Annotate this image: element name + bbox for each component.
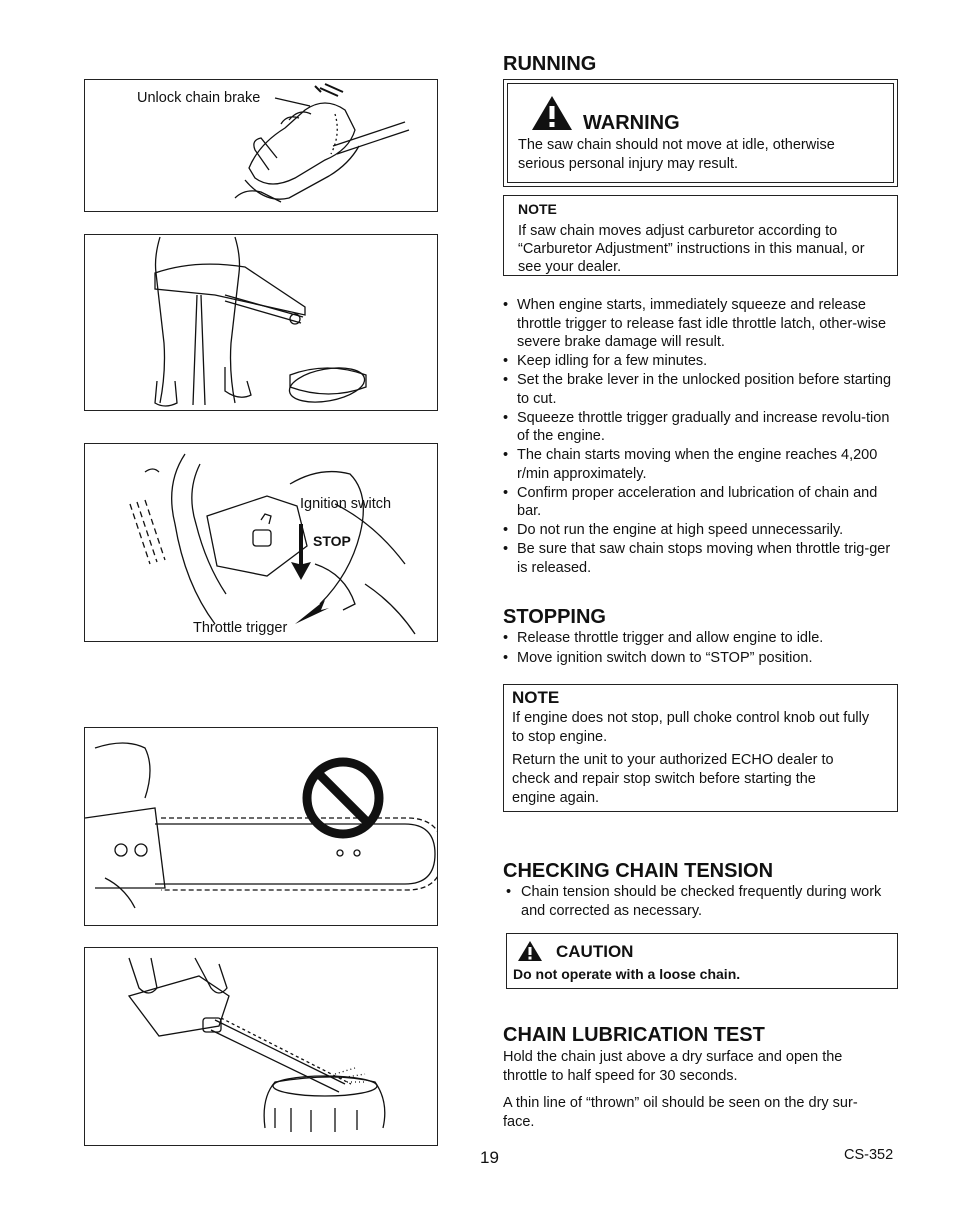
list-item: • Move ignition switch down to “STOP” position. — [503, 649, 898, 668]
list-item: • Chain tension should be checked frequently during work and corrected as necessary. — [506, 883, 886, 920]
model-number: CS-352 — [844, 1147, 894, 1163]
tension-bullet-list — [506, 883, 886, 921]
list-item: • Release throttle trigger and allow engine to idle. — [503, 629, 898, 648]
ignition-switch-illustration — [85, 444, 437, 641]
figure-label-throttle-trigger: Throttle trigger — [193, 620, 288, 636]
stopping-bullet-list — [503, 629, 898, 668]
bar-prohibition-illustration — [85, 728, 437, 925]
lubrication-test-illustration — [85, 948, 437, 1145]
figure-unlock-chain-brake — [84, 79, 438, 212]
lubrication-paragraph-2: A thin line of “thrown” oil should be seen on the dry sur-face. — [503, 1095, 858, 1130]
running-note-box — [503, 195, 898, 276]
list-item: • Be sure that saw chain stops moving when throttle trig-ger is released. — [503, 540, 898, 577]
heading-stopping: STOPPING — [503, 606, 606, 628]
operator-with-chainsaw-illustration — [85, 235, 437, 410]
heading-chain-lubrication-test: CHAIN LUBRICATION TEST — [503, 1024, 765, 1046]
figure-ignition-switch — [84, 443, 438, 642]
caution-title: CAUTION — [556, 942, 634, 961]
stopping-note-p1: If engine does not stop, pull choke control knob out fully to stop engine. — [512, 710, 870, 745]
running-note-title: NOTE — [518, 201, 557, 217]
figure-label-ignition-switch: Ignition switch — [300, 496, 392, 512]
list-item: • Squeeze throttle trigger gradually and increase revolu-tion of the engine. — [503, 409, 898, 446]
caution-text: Do not operate with a loose chain. — [513, 966, 741, 982]
warning-text: The saw chain should not move at idle, otherwise serious personal injury may result. — [518, 137, 835, 172]
list-item: • Do not run the engine at high speed unnecessarily. — [503, 521, 898, 540]
stopping-note-title: NOTE — [512, 688, 560, 707]
lubrication-paragraph-1: Hold the chain just above a dry surface and open the throttle to half speed for 30 seconds. — [503, 1049, 843, 1084]
chainsaw-brake-illustration — [85, 80, 437, 211]
figure-operator-standing — [84, 234, 438, 411]
heading-running: RUNNING — [503, 53, 597, 75]
warning-box — [503, 79, 898, 187]
running-note-text: If saw chain moves adjust carburetor according to “Carburetor Adjustment” instructions in this manual, or see your dealer. — [518, 223, 865, 275]
list-item: • The chain starts moving when the engine reaches 4,200 r/min approximately. — [503, 446, 898, 483]
list-item: • Keep idling for a few minutes. — [503, 352, 898, 371]
figure-label-stop: STOP — [313, 533, 351, 549]
stopping-note-box — [503, 684, 898, 812]
list-item: • Set the brake lever in the unlocked position before starting to cut. — [503, 371, 898, 408]
list-item: • When engine starts, immediately squeeze and release throttle trigger to release fast idle throttle latch, other-wise severe brake damage will result. — [503, 296, 898, 352]
warning-triangle-icon — [530, 94, 574, 132]
warning-title: WARNING — [583, 112, 680, 134]
prohibition-icon — [307, 762, 379, 834]
figure-bar-no-touch — [84, 727, 438, 926]
list-item: • Confirm proper acceleration and lubrication of chain and bar. — [503, 484, 898, 521]
page-number: 19 — [480, 1148, 499, 1167]
figure-caption-unlock-chain-brake: Unlock chain brake — [137, 90, 261, 106]
running-bullet-list — [503, 296, 898, 578]
stopping-note-p2: Return the unit to your authorized ECHO dealer to check and repair stop switch before starting the engine again. — [512, 752, 834, 806]
caution-box — [506, 933, 898, 989]
figure-lubrication-test — [84, 947, 438, 1146]
heading-checking-chain-tension: CHECKING CHAIN TENSION — [503, 860, 774, 882]
caution-triangle-icon — [517, 940, 543, 962]
